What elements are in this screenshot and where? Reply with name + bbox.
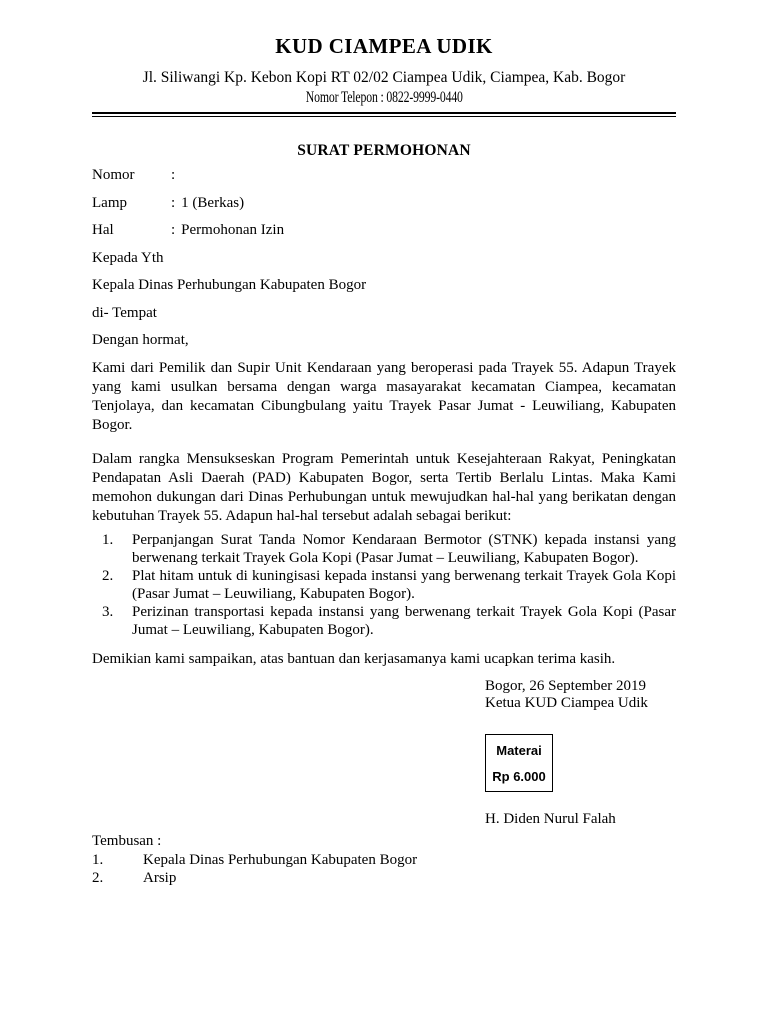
closing-sentence: Demikian kami sampaikan, atas bantuan dan kerjasamanya kami ucapkan terima kasih. — [92, 651, 616, 667]
tembusan-item-number: 2. — [92, 870, 104, 886]
org-phone-text: Nomor Telepon : 0822-9999-0440 — [305, 89, 463, 106]
list-item-text: Plat hitam untuk di kuningisasi kepada instansi yang berwenang terkait Trayek Gola Kopi (Pasar Jumat – Leuwiliang, Kabupaten Bogor). — [132, 568, 676, 602]
signature-block — [485, 678, 676, 712]
meta-label: Lamp — [92, 194, 127, 211]
meta-label: Hal — [92, 222, 114, 238]
letterhead — [92, 34, 676, 117]
materai-stamp-box — [485, 734, 553, 792]
letterhead-divider — [92, 112, 676, 117]
request-list — [92, 531, 676, 639]
meta-value: Permohonan Izin — [181, 222, 285, 238]
list-item-number: 3. — [102, 604, 114, 620]
meta-row-hal — [92, 221, 676, 240]
tembusan-item-number: 1. — [92, 851, 104, 868]
list-item-text: Perizinan transportasi kepada instansi yang berwenang terkait Trayek Gola Kopi (Pasar Jumat – Leuwiliang, Kabupaten Bogor). — [132, 604, 676, 638]
list-item-number: 1. — [102, 532, 114, 548]
signature-place-date: Bogor, 26 September 2019 — [485, 678, 647, 694]
list-item — [102, 567, 676, 603]
org-address: Jl. Siliwangi Kp. Kebon Kopi RT 02/02 Ciampea Udik, Ciampea, Kab. Bogor — [142, 69, 626, 86]
list-item-number: 2. — [102, 568, 114, 584]
body-paragraph: Kami dari Pemilik dan Supir Unit Kendaraan yang beroperasi pada Trayek 55. Adapun Trayek yang kami usulkan bersama dengan warga masayarakat kecamatan Ciampea, kecamatan Tenjolaya, dan kecamatan Cibungbulang yaitu Trayek Pasar Jumat - Leuwiliang, Kabupaten Bogor. — [92, 359, 676, 433]
meta-row-lamp — [92, 194, 676, 213]
list-item — [102, 531, 676, 567]
stamp-amount: Rp 6.000 — [492, 768, 546, 784]
tembusan-item-text: Arsip — [143, 870, 177, 886]
list-item — [102, 603, 676, 639]
tembusan-title: Tembusan : — [92, 833, 162, 849]
signature-role: Ketua KUD Ciampea Udik — [485, 695, 648, 711]
meta-colon: : — [171, 222, 176, 238]
meta-row-nomor — [92, 166, 676, 185]
tembusan-item — [92, 869, 676, 888]
recipient-line: Kepada Yth — [92, 249, 164, 266]
meta-fields — [92, 166, 676, 350]
meta-colon: : — [171, 167, 176, 183]
signer-name: H. Diden Nurul Falah — [485, 811, 616, 827]
tembusan-section — [92, 832, 676, 888]
recipient-line: di- Tempat — [92, 304, 157, 321]
meta-colon: : — [171, 194, 176, 211]
tembusan-item-text: Kepala Dinas Perhubungan Kabupaten Bogor — [143, 851, 418, 868]
meta-value: 1 (Berkas) — [181, 194, 245, 211]
salutation: Dengan hormat, — [92, 332, 189, 348]
org-phone — [92, 89, 676, 106]
document-title: SURAT PERMOHONAN — [297, 142, 471, 159]
recipient-line: Kepala Dinas Perhubungan Kabupaten Bogor — [92, 277, 367, 293]
stamp-label: Materai — [496, 742, 542, 758]
meta-label: Nomor — [92, 167, 135, 183]
list-item-text: Perpanjangan Surat Tanda Nomor Kendaraan Bermotor (STNK) kepada instansi yang berwenang terkait Trayek Gola Kopi (Pasar Jumat – Leuwiliang, Kabupaten Bogor). — [132, 532, 676, 566]
tembusan-item — [92, 851, 676, 870]
org-name: KUD CIAMPEA UDIK — [275, 34, 493, 58]
body-paragraph: Dalam rangka Mensukseskan Program Pemerintah untuk Kesejahteraan Rakyat, Peningkatan Pendapatan Asli Daerah (PAD) Kabupaten Bogor, serta Tertib Berlalu Lintas. Maka Kami memohon dukungan dari Dinas Perhubungan untuk mewujudkan hal-hal yang berikatan dengan kebutuhan Trayek 55. Adapun hal-hal tersebut adalah sebagai berikut: — [92, 451, 676, 524]
